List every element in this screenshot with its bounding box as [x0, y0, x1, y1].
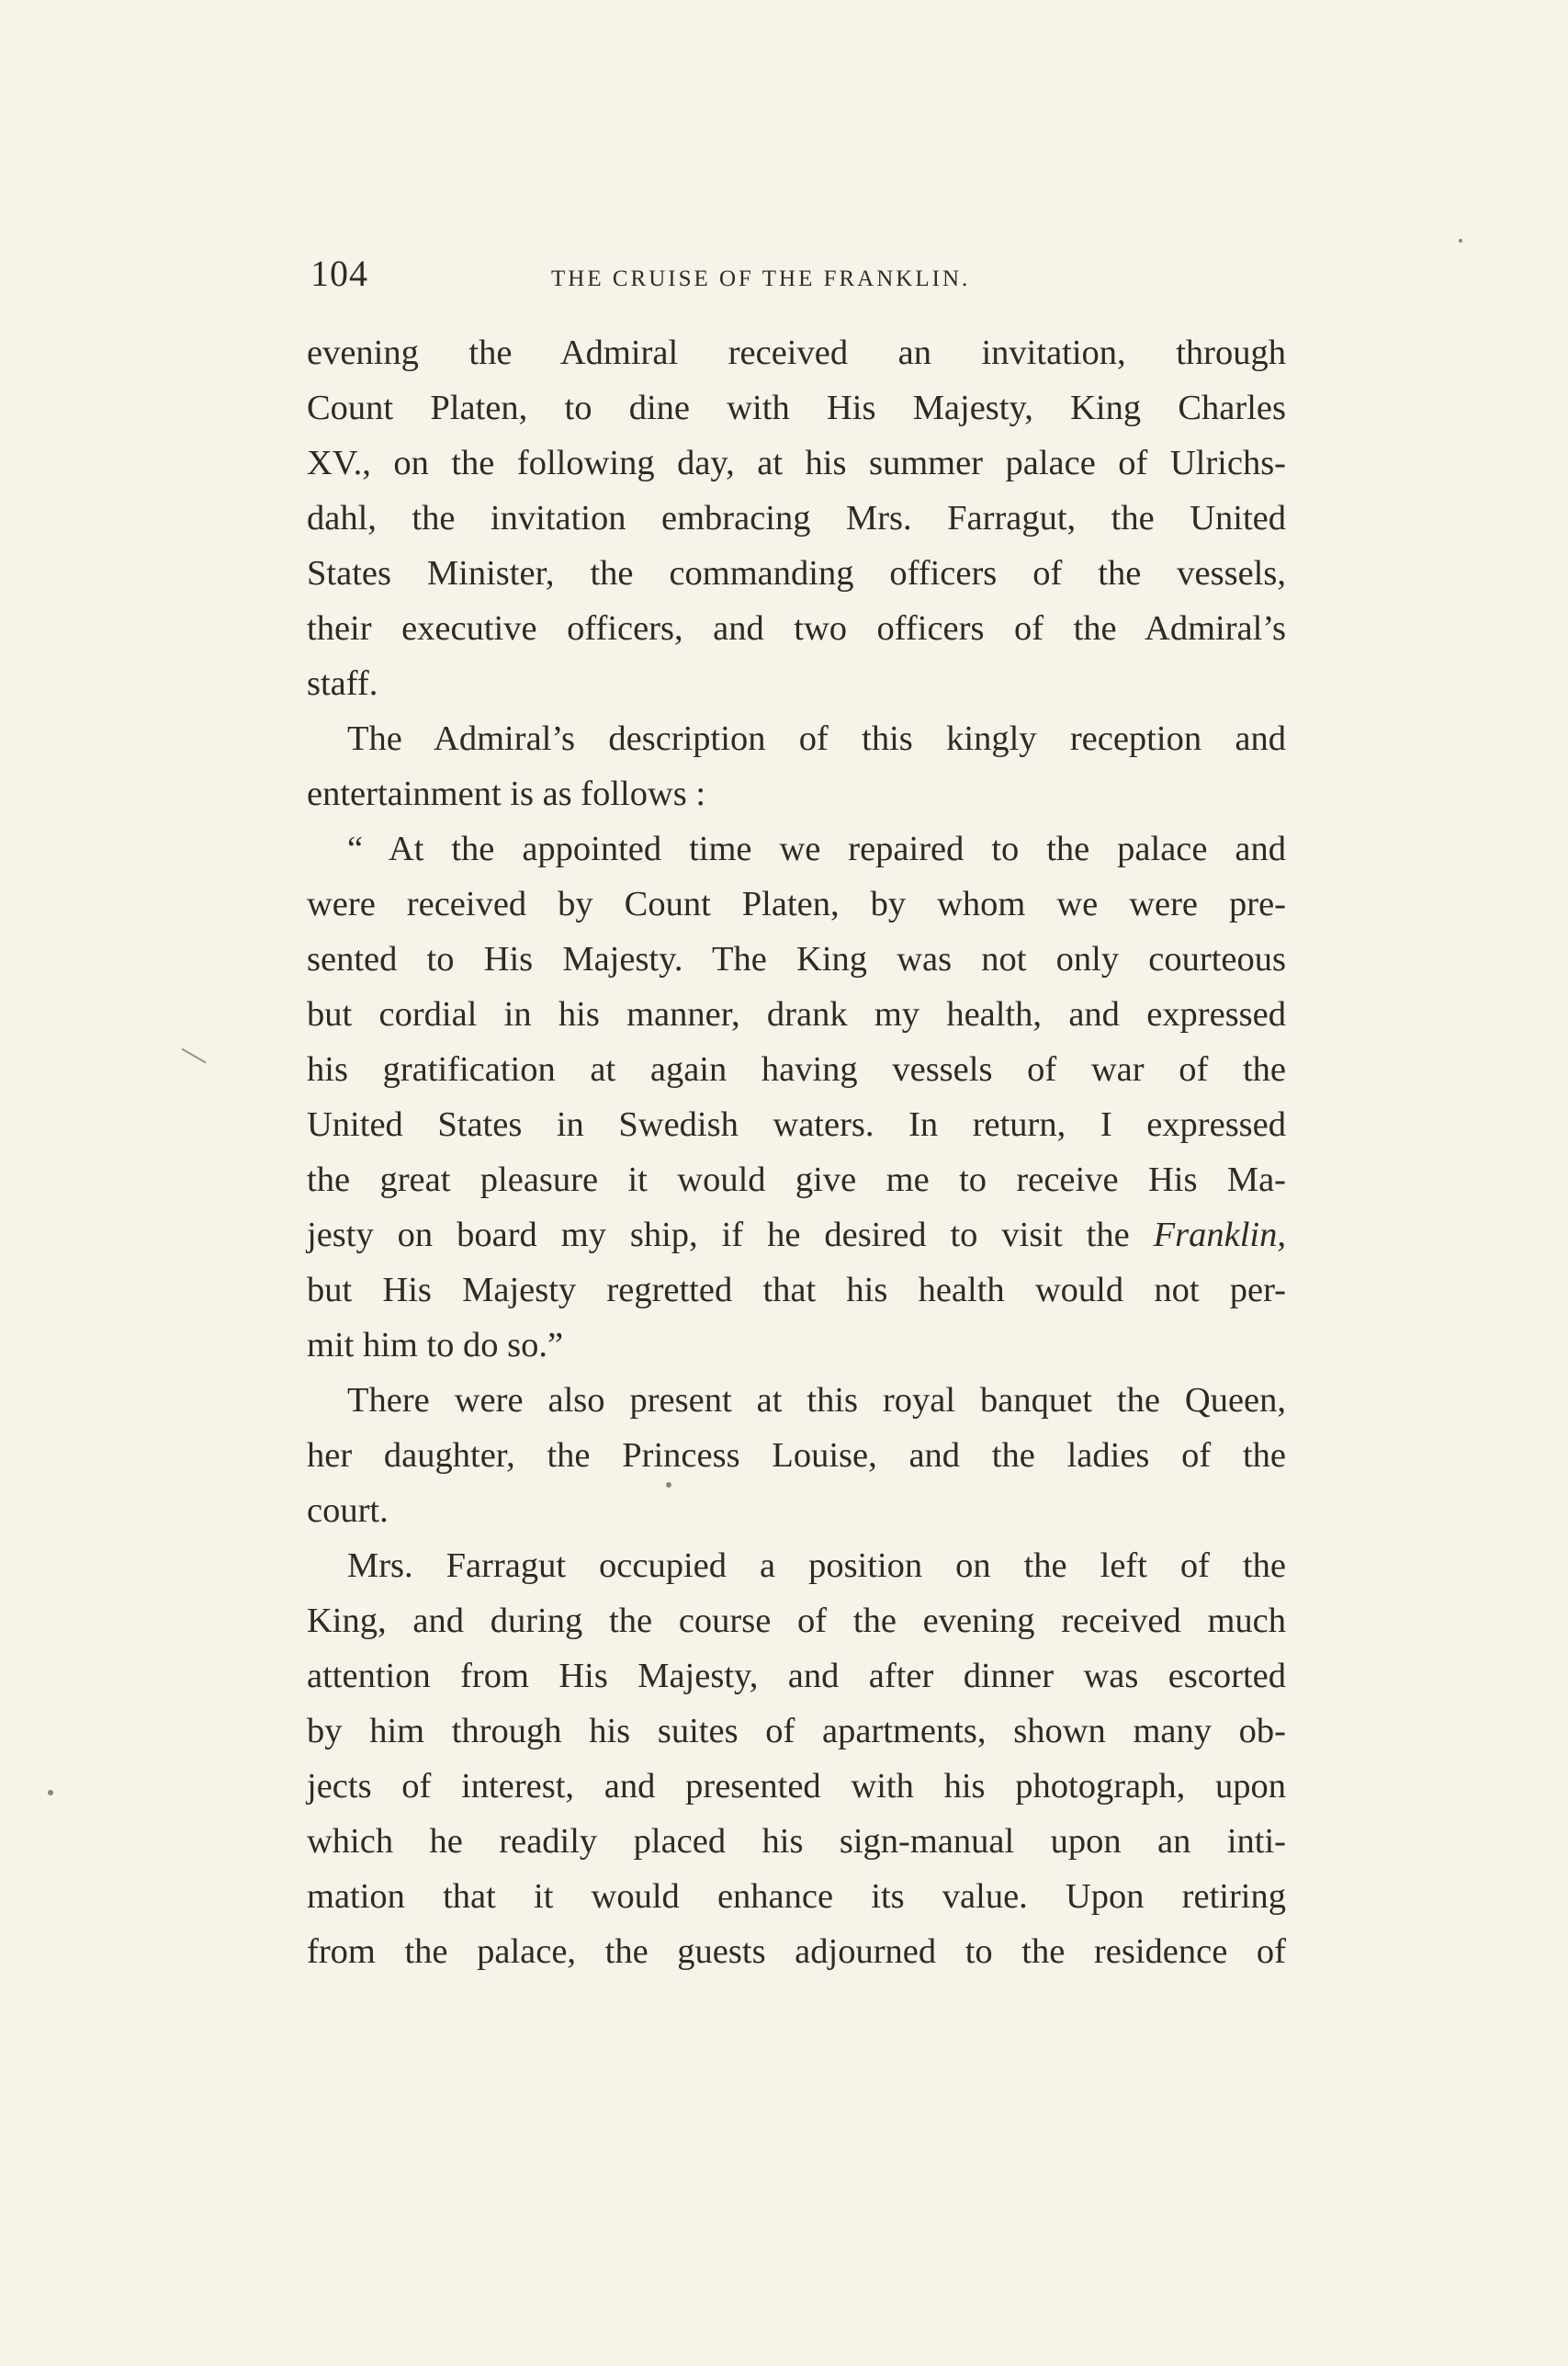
- ink-speck: [1459, 239, 1462, 243]
- ink-speck: [666, 1482, 671, 1488]
- text-line: United States in Swedish waters. In return, I expressed: [307, 1105, 1286, 1144]
- running-title: THE CRUISE OF THE FRANKLIN.: [551, 266, 971, 291]
- text-line: evening the Admiral received an invitation, through: [307, 334, 1286, 372]
- text-line: were received by Count Platen, by whom we were pre-: [307, 885, 1286, 923]
- margin-mark: [182, 1048, 207, 1064]
- text-line: dahl, the invitation embracing Mrs. Farragut, the United: [307, 499, 1286, 538]
- text-line: court.: [307, 1491, 389, 1530]
- text-line: jects of interest, and presented with his photograph, upon: [307, 1767, 1286, 1806]
- text-line: mit him to do so.”: [307, 1326, 564, 1364]
- page-number: 104: [310, 253, 368, 294]
- margin-dot: [48, 1790, 53, 1795]
- running-head: [310, 246, 1284, 301]
- text-line: his gratification at again having vessels of war of the: [307, 1050, 1286, 1089]
- text-line-lead: jesty on board my ship, if he desired to visit the: [307, 1216, 1154, 1254]
- text-line: attention from His Majesty, and after dinner was escorted: [307, 1657, 1286, 1695]
- text-line: XV., on the following day, at his summer palace of Ulrichs-: [307, 444, 1286, 482]
- text-line: which he readily placed his sign-manual upon an inti-: [307, 1822, 1286, 1861]
- ship-name-italic: Franklin,: [1153, 1216, 1286, 1254]
- text-line: [307, 1207, 1286, 1262]
- text-line: but cordial in his manner, drank my health, and expressed: [307, 995, 1286, 1034]
- text-line: “ At the appointed time we repaired to the palace and: [347, 830, 1286, 868]
- text-line: King, and during the course of the evening received much: [307, 1602, 1286, 1640]
- text-line: by him through his suites of apartments, shown many ob-: [307, 1712, 1286, 1750]
- text-line: mation that it would enhance its value. Upon retiring: [307, 1877, 1286, 1916]
- text-line: but His Majesty regretted that his health would not per-: [307, 1271, 1286, 1309]
- text-line: entertainment is as follows :: [307, 775, 706, 813]
- text-line: from the palace, the guests adjourned to the residence of: [307, 1932, 1286, 1971]
- body-text: [307, 325, 1286, 1979]
- text-line: her daughter, the Princess Louise, and the ladies of the: [307, 1436, 1286, 1475]
- text-line: Mrs. Farragut occupied a position on the left of the: [347, 1546, 1286, 1585]
- text-line: staff.: [307, 664, 378, 703]
- text-line: The Admiral’s description of this kingly reception and: [347, 719, 1286, 758]
- text-line: States Minister, the commanding officers of the vessels,: [307, 554, 1286, 593]
- text-line: Count Platen, to dine with His Majesty, King Charles: [307, 389, 1286, 427]
- text-line: their executive officers, and two officers of the Admiral’s: [307, 609, 1286, 648]
- text-line: There were also present at this royal banquet the Queen,: [347, 1381, 1286, 1420]
- text-line: sented to His Majesty. The King was not only courteous: [307, 940, 1286, 979]
- text-line: the great pleasure it would give me to receive His Ma-: [307, 1160, 1286, 1199]
